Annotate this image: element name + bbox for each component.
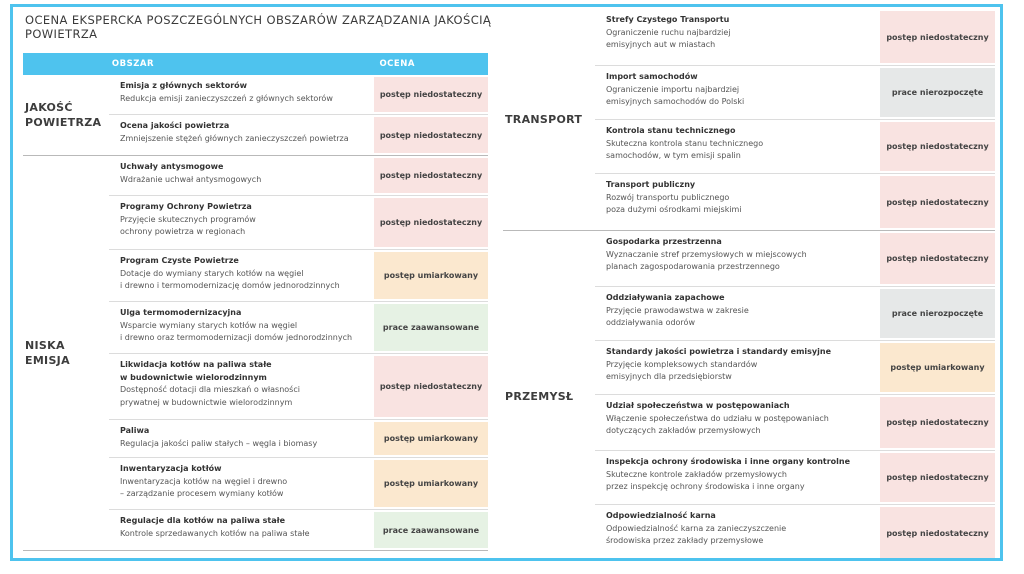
rating-badge: prace zaawansowane	[374, 512, 488, 548]
area-description: Skuteczna kontrola stanu technicznego samochodów, w tym emisji spalin	[606, 138, 764, 160]
rating-badge: postęp niedostateczny	[880, 507, 995, 559]
rating-badge: prace nierozpoczęte	[880, 289, 995, 338]
right-table	[503, 9, 995, 561]
area-title: Regulacje dla kotłów na paliwa stałe	[120, 516, 286, 525]
rating-badge: prace zaawansowane	[374, 304, 488, 351]
table-row	[595, 395, 995, 451]
area-title: Kontrola stanu technicznego	[606, 126, 736, 135]
rating-badge: postęp niedostateczny	[880, 233, 995, 284]
area-title: Strefy Czystego Transportu	[606, 15, 730, 24]
group-name: TRANSPORT	[505, 113, 583, 126]
table-row	[109, 115, 488, 155]
rating-badge: postęp umiarkowany	[374, 252, 488, 299]
rating-badge: postęp niedostateczny	[374, 158, 488, 193]
left-table	[23, 53, 488, 551]
area-description: Kontrole sprzedawanych kotłów na paliwa stałe	[120, 528, 310, 538]
header-obszar: OBSZAR	[111, 59, 155, 69]
area-title: Emisja z głównych sektorów	[120, 81, 248, 90]
page-title: OCENA EKSPERCKA POSZCZEGÓLNYCH OBSZARÓW ZARZĄDZANIA JAKOŚCIĄ POWIETRZA	[25, 13, 492, 41]
rating-badge: postęp niedostateczny	[374, 117, 488, 153]
header-ocena: OCENA	[379, 59, 415, 69]
area-description: Odpowiedzialność karna za zanieczyszczenie środowiska przez zakłady przemysłowe	[606, 523, 787, 545]
rating-badge: postęp niedostateczny	[880, 397, 995, 448]
area-description: Przyjęcie skutecznych programów ochrony powietrza w regionach	[120, 214, 256, 236]
left-table-body	[23, 75, 488, 551]
area-title: Import samochodów	[606, 72, 698, 81]
table-row	[109, 420, 488, 458]
table-row	[109, 75, 488, 115]
rating-badge: postęp niedostateczny	[880, 453, 995, 502]
area-title: Inspekcja ochrony środowiska i inne organy kontrolne	[606, 457, 851, 466]
group-0	[23, 75, 488, 156]
table-row	[109, 156, 488, 196]
area-title: Likwidacja kotłów na paliwa stałe w budownictwie wielorodzinnym	[120, 360, 272, 382]
assessment-panel	[10, 4, 1003, 561]
rating-badge: postęp umiarkowany	[374, 460, 488, 507]
group-name: NISKA EMISJA	[25, 339, 70, 367]
group-name: PRZEMYSŁ	[505, 389, 574, 403]
group-1	[503, 231, 995, 561]
rating-badge: postęp niedostateczny	[880, 11, 995, 63]
group-name: JAKOŚĆ POWIETRZA	[25, 101, 102, 129]
table-row	[595, 66, 995, 120]
table-header	[23, 53, 488, 75]
rating-badge: postęp niedostateczny	[880, 122, 995, 171]
area-description: Dotacje do wymiany starych kotłów na węgiel i drewno i termomodernizację domów jednorodzinnych	[120, 268, 340, 290]
rating-badge: postęp niedostateczny	[880, 176, 995, 228]
area-description: Regulacja jakości paliw stałych – węgla i biomasy	[120, 438, 318, 448]
area-title: Odpowiedzialność karna	[606, 511, 716, 520]
group-0	[503, 9, 995, 231]
rating-badge: postęp umiarkowany	[374, 422, 488, 455]
table-row	[595, 451, 995, 505]
rating-badge: postęp umiarkowany	[880, 343, 995, 392]
area-description: Ograniczenie importu najbardziej emisyjnych samochodów do Polski	[606, 84, 745, 106]
table-row	[595, 9, 995, 66]
area-description: Dostępność dotacji dla mieszkań o własności prywatnej w budownictwie wielorodzinnym	[120, 385, 300, 407]
area-description: Ograniczenie ruchu najbardziej emisyjnych aut w miastach	[606, 27, 731, 49]
area-title: Paliwa	[120, 426, 150, 435]
area-description: Przyjęcie kompleksowych standardów emisyjnych dla przedsiębiorstw	[606, 359, 758, 381]
area-title: Transport publiczny	[606, 180, 696, 189]
table-row	[595, 174, 995, 230]
area-title: Inwentaryzacja kotłów	[120, 464, 222, 473]
area-description: Zmniejszenie stężeń głównych zanieczyszczeń powietrza	[120, 133, 349, 143]
area-description: Rozwój transportu publicznego poza dużymi ośrodkami miejskimi	[606, 192, 742, 214]
group-1	[23, 156, 488, 551]
area-title: Standardy jakości powietrza i standardy emisyjne	[606, 347, 831, 356]
table-row	[595, 505, 995, 561]
table-row	[109, 302, 488, 354]
area-title: Program Czyste Powietrze	[120, 256, 239, 265]
area-description: Włączenie społeczeństwa do udziału w postępowaniach dotyczących zakładów przemysłowych	[606, 413, 829, 435]
area-description: Wyznaczanie stref przemysłowych w miejscowych planach zagospodarowania przestrzennego	[606, 249, 807, 271]
table-row	[109, 510, 488, 550]
area-description: Skuteczne kontrole zakładów przemysłowych przez inspekcję ochrony środowiska i inne organy	[606, 469, 805, 491]
rating-badge: postęp niedostateczny	[374, 77, 488, 112]
rating-badge: postęp niedostateczny	[374, 198, 488, 247]
table-row	[595, 341, 995, 395]
area-title: Ocena jakości powietrza	[120, 121, 230, 130]
area-description: Wdrażanie uchwał antysmogowych	[120, 174, 262, 184]
rating-badge: postęp niedostateczny	[374, 356, 488, 417]
area-description: Inwentaryzacja kotłów na węgiel i drewno – zarządzanie procesem wymiany kotłów	[120, 476, 288, 498]
area-title: Programy Ochrony Powietrza	[120, 202, 252, 211]
table-row	[595, 231, 995, 287]
rating-badge: prace nierozpoczęte	[880, 68, 995, 117]
table-row	[595, 287, 995, 341]
table-row	[109, 250, 488, 302]
table-row	[109, 354, 488, 420]
area-title: Udział społeczeństwa w postępowaniach	[606, 401, 790, 410]
area-title: Uchwały antysmogowe	[120, 162, 224, 171]
area-description: Wsparcie wymiany starych kotłów na węgiel i drewno oraz termomodernizacji domów jednorodzinnych	[120, 320, 353, 342]
table-row	[595, 120, 995, 174]
area-description: Przyjęcie prawodawstwa w zakresie oddziaływania odorów	[606, 305, 749, 327]
area-title: Ulga termomodernizacyjna	[120, 308, 242, 317]
table-row	[109, 458, 488, 510]
table-row	[109, 196, 488, 250]
area-title: Oddziaływania zapachowe	[606, 293, 725, 302]
right-table-body	[503, 9, 995, 561]
area-title: Gospodarka przestrzenna	[606, 237, 722, 246]
area-description: Redukcja emisji zanieczyszczeń z głównych sektorów	[120, 93, 333, 103]
